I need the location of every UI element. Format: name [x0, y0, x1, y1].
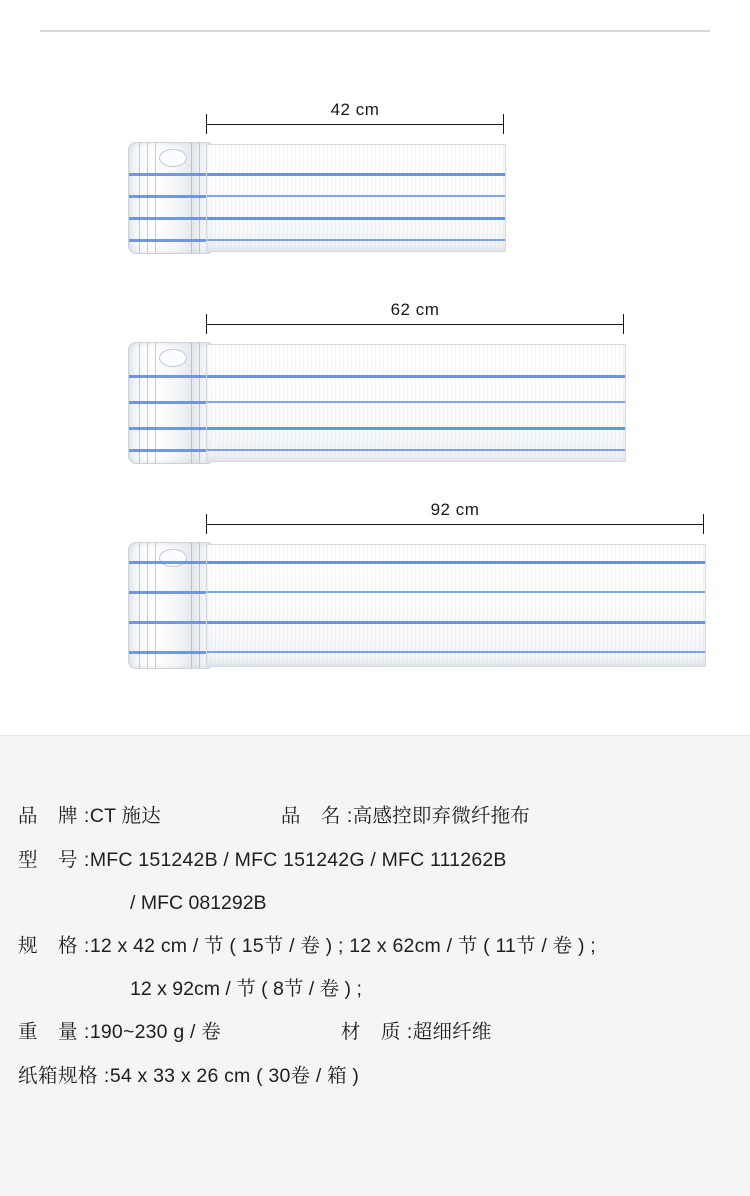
dimension-line — [206, 524, 704, 525]
spec-label-model: 型 号 : — [18, 849, 90, 871]
spec-label-brand: 品 牌 : — [18, 805, 90, 827]
spec-label-carton: 纸箱规格 : — [18, 1065, 110, 1087]
spec-value-size-continued: 12 x 92cm / 节 ( 8节 / 卷 ) ; — [130, 978, 362, 1000]
spec-row-size — [18, 924, 734, 968]
dimension-cap-right — [623, 314, 624, 334]
dimension-cap-right — [703, 514, 704, 534]
spec-value-weight: 190~230 g / 卷 — [89, 1021, 221, 1043]
specification-list — [18, 794, 734, 1098]
dimension-label-62: 62 cm — [390, 300, 440, 319]
top-divider — [40, 30, 710, 32]
mop-strip-42 — [206, 144, 506, 252]
specification-panel — [0, 735, 750, 1196]
dimension-line — [206, 124, 504, 125]
dimension-cap-left — [206, 314, 207, 334]
spec-row-carton — [18, 1054, 734, 1098]
spec-value-model-continued: / MFC 081292B — [130, 892, 267, 914]
spec-value-model: MFC 151242B / MFC 151242G / MFC 111262B — [89, 849, 507, 871]
spec-label-size: 规 格 : — [18, 935, 90, 957]
spec-row-model — [18, 838, 734, 882]
dimension-label-92: 92 cm — [430, 500, 480, 519]
spec-value-carton: 54 x 33 x 26 cm ( 30卷 / 箱 ) — [109, 1065, 360, 1087]
dimension-cap-right — [503, 114, 504, 134]
dimension-62 — [206, 300, 624, 330]
spec-label-material: 材 质 : — [340, 1021, 413, 1043]
spec-row-brand — [18, 794, 734, 838]
spec-label-weight: 重 量 : — [18, 1021, 90, 1043]
spec-row-weight — [18, 1010, 734, 1054]
spec-value-product-name: 高感控即弃微纤拖布 — [352, 805, 531, 827]
mop-strip-62 — [206, 344, 626, 462]
dimension-cap-left — [206, 114, 207, 134]
product-illustration — [0, 60, 750, 720]
spec-label-product-name: 品 名 : — [280, 805, 353, 827]
dimension-92 — [206, 500, 704, 530]
dimension-cap-left — [206, 514, 207, 534]
mop-roll-42 — [128, 142, 212, 254]
dimension-line — [206, 324, 624, 325]
spec-value-size: 12 x 42 cm / 节 ( 15节 / 卷 ) ; 12 x 62cm / 节 ( 11节 / 卷 ) ; — [89, 935, 596, 957]
mop-roll-92 — [128, 542, 212, 669]
mop-roll-62 — [128, 342, 212, 464]
dimension-label-42: 42 cm — [330, 100, 380, 119]
dimension-42 — [206, 100, 504, 130]
spec-value-brand: CT 施达 — [89, 805, 161, 827]
spec-value-material: 超细纤维 — [412, 1021, 492, 1043]
mop-strip-92 — [206, 544, 706, 667]
